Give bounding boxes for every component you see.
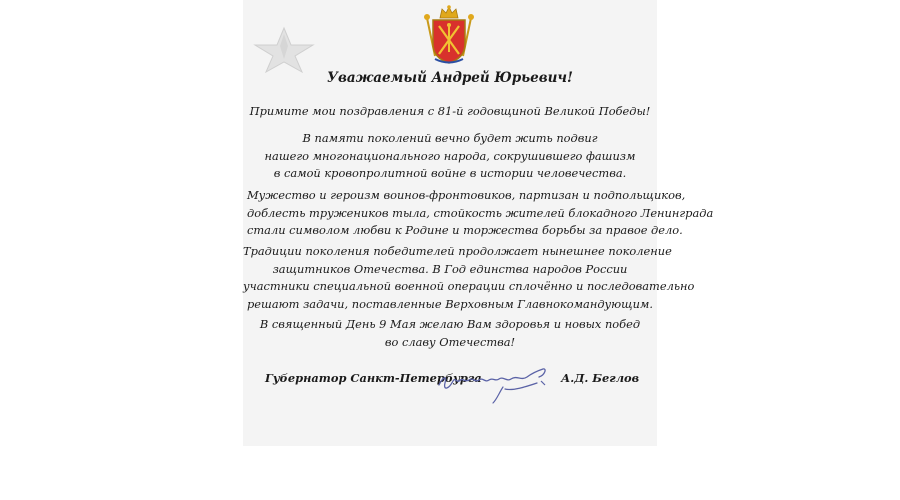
text-line: участники специальной военной операции сплочённо и последовательно — [243, 279, 695, 293]
signatory-name: А.Д. Беглов — [561, 371, 640, 385]
paragraph-memory — [243, 130, 657, 183]
text-line: В священный День 9 Мая желаю Вам здоровья и новых побед — [259, 317, 641, 331]
paragraph-congratulations — [243, 103, 657, 121]
greeting: Уважаемый Андрей Юрьевич! — [327, 70, 573, 86]
text-line: В памяти поколений вечно будет жить подвиг — [302, 131, 598, 145]
text-line: Примите мои поздравления с 81-й годовщиной Великой Победы! — [249, 104, 651, 118]
paragraph-wishes — [243, 316, 657, 351]
text-line: во славу Отечества! — [384, 334, 516, 349]
handwritten-signature — [433, 363, 563, 407]
text-line: Традиции поколения победителей продолжает нынешнее поколение — [243, 244, 672, 258]
text-line: Мужество и героизм воинов-фронтовиков, партизан и подпольщиков, — [247, 188, 686, 202]
text-line: решают задачи, поставленные Верховным Главнокомандующим. — [247, 296, 653, 311]
text-line: доблесть тружеников тыла, стойкость жителей блокадного Ленинграда — [247, 205, 714, 220]
text-line: в самой кровопролитной войне в истории человечества. — [273, 166, 627, 180]
text-line: стали символом любви к Родине и торжества борьбы за правое дело. — [247, 223, 683, 237]
paragraph-heroism — [247, 187, 714, 240]
paragraph-traditions — [243, 243, 695, 313]
text-line: нашего многонационального народа, сокрушившего фашизм — [264, 148, 636, 163]
text-line: защитников Отечества. В Год единства народов России — [272, 261, 628, 276]
coat-of-arms-icon — [421, 4, 477, 66]
star-icon — [251, 26, 317, 74]
signatory-title: Губернатор Санкт-Петербурга — [265, 371, 482, 385]
letter-sheet — [243, 0, 714, 446]
